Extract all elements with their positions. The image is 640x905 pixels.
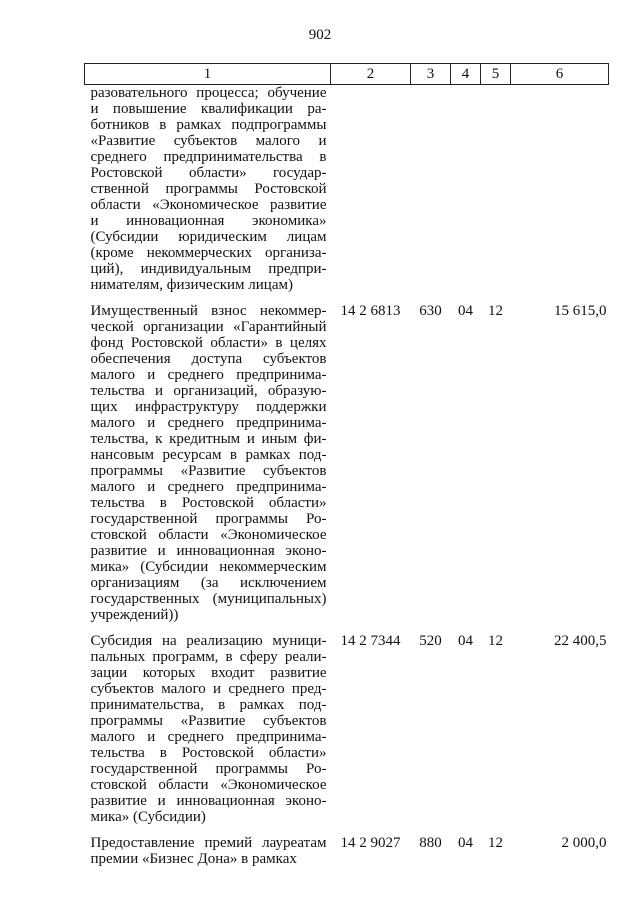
column-header-2: 2: [331, 64, 411, 85]
description-line: тельства, к кредитным и иным фи-: [90, 431, 327, 447]
description-line: разовательного процесса; обучение: [90, 85, 327, 101]
column-header-5: 5: [481, 64, 511, 85]
description-line: организациям (за исключением: [90, 575, 327, 591]
expense-description: [85, 633, 331, 825]
description-line: тельства в Ростовской области»: [90, 495, 327, 511]
description-line: тельства в Ростовской области»: [90, 745, 327, 761]
section-code: 04: [458, 633, 473, 649]
section-code: 04: [458, 303, 473, 319]
subsection-code: 12: [488, 633, 503, 649]
description-line: программы «Развитие субъектов: [90, 463, 327, 479]
expense-description: [85, 303, 331, 623]
description-line: Субсидия на реализацию муници-: [90, 633, 327, 649]
expense-type-code: 520: [419, 633, 442, 649]
column-header-3: 3: [411, 64, 451, 85]
description-line: мика» (Субсидии некоммерческим: [90, 559, 327, 575]
description-line: Ростовской области» государ-: [90, 165, 327, 181]
description-line: ческой организации «Гарантийный: [90, 319, 327, 335]
target-article-code: [331, 85, 411, 294]
description-line: программы «Развитие субъектов: [90, 713, 327, 729]
description-line: ботников в рамках подпрограммы: [90, 117, 327, 133]
expense-type-code: 880: [419, 835, 442, 851]
table-row: [85, 85, 609, 294]
description-line: государственной программы Ро-: [90, 761, 327, 777]
description-line: малого и среднего предпринима-: [90, 479, 327, 495]
table-row: [85, 633, 609, 825]
description-line: малого и среднего предпринима-: [90, 415, 327, 431]
expense-description: [85, 835, 331, 867]
description-line: государственных (муниципальных): [90, 591, 327, 607]
description-line: обеспечения доступа субъектов: [90, 351, 327, 367]
description-line: малого и среднего предпринима-: [90, 729, 327, 745]
description-line: ственной программы Ростовской: [90, 181, 327, 197]
column-header-1: 1: [85, 64, 331, 85]
description-line: развитие и инновационная эконо-: [90, 793, 327, 809]
description-line: области «Экономическое развитие: [90, 197, 327, 213]
subsection-code: [481, 85, 511, 294]
budget-table: [84, 63, 609, 867]
description-line: (Субсидии юридическим лицам: [90, 229, 327, 245]
description-line: государственной программы Ро-: [90, 511, 327, 527]
target-article-code: 14 2 9027: [340, 835, 401, 851]
row-spacer: [85, 623, 609, 633]
expense-type-code: 630: [419, 303, 442, 319]
description-line: Предоставление премий лауреатам: [90, 835, 327, 851]
subsection-code: 12: [488, 303, 503, 319]
description-line: «Развитие субъектов малого и: [90, 133, 327, 149]
description-line: и инновационная экономика»: [90, 213, 327, 229]
table-header-row: [85, 64, 609, 85]
target-article-code: 14 2 6813: [340, 303, 401, 319]
section-code: [451, 85, 481, 294]
row-spacer: [85, 293, 609, 303]
description-line: и повышение квалификации ра-: [90, 101, 327, 117]
description-line: развитие и инновационная эконо-: [90, 543, 327, 559]
description-line: (кроме некоммерческих организа-: [90, 245, 327, 261]
description-line: щих инфраструктуру поддержки: [90, 399, 327, 415]
description-line: субъектов малого и среднего пред-: [90, 681, 327, 697]
amount-value: 2 000,0: [561, 835, 607, 851]
description-line: пальных программ, в сферу реали-: [90, 649, 327, 665]
row-spacer: [85, 825, 609, 835]
column-header-6: 6: [511, 64, 609, 85]
description-line: ций), индивидуальным предпри-: [90, 261, 327, 277]
description-line: премии «Бизнес Дона» в рамках: [90, 851, 297, 867]
description-line: нансовым ресурсам в рамках под-: [90, 447, 327, 463]
description-line: учреждений)): [90, 607, 179, 623]
description-line: стовской области «Экономическое: [90, 527, 327, 543]
expense-description: [85, 85, 331, 294]
description-line: тельства и организаций, образую-: [90, 383, 327, 399]
description-line: Имущественный взнос некоммер-: [90, 303, 327, 319]
description-line: малого и среднего предпринима-: [90, 367, 327, 383]
description-line: нимателям, физическим лицам): [90, 277, 293, 293]
description-line: зации которых входит развитие: [90, 665, 327, 681]
description-line: принимательства, в рамках под-: [90, 697, 327, 713]
section-code: 04: [458, 835, 473, 851]
page-number: 902: [308, 27, 332, 43]
amount-value: 22 400,5: [554, 633, 607, 649]
expense-type-code: [411, 85, 451, 294]
table-body: [85, 85, 609, 868]
description-line: стовской области «Экономическое: [90, 777, 327, 793]
table-row: [85, 303, 609, 623]
amount-value: 15 615,0: [554, 303, 607, 319]
subsection-code: 12: [488, 835, 503, 851]
column-header-4: 4: [451, 64, 481, 85]
amount-value: [511, 85, 609, 294]
description-line: среднего предпринимательства в: [90, 149, 327, 165]
description-line: мика» (Субсидии): [90, 809, 206, 825]
target-article-code: 14 2 7344: [340, 633, 401, 649]
description-line: фонд Ростовской области» в целях: [90, 335, 327, 351]
table-row: [85, 835, 609, 867]
